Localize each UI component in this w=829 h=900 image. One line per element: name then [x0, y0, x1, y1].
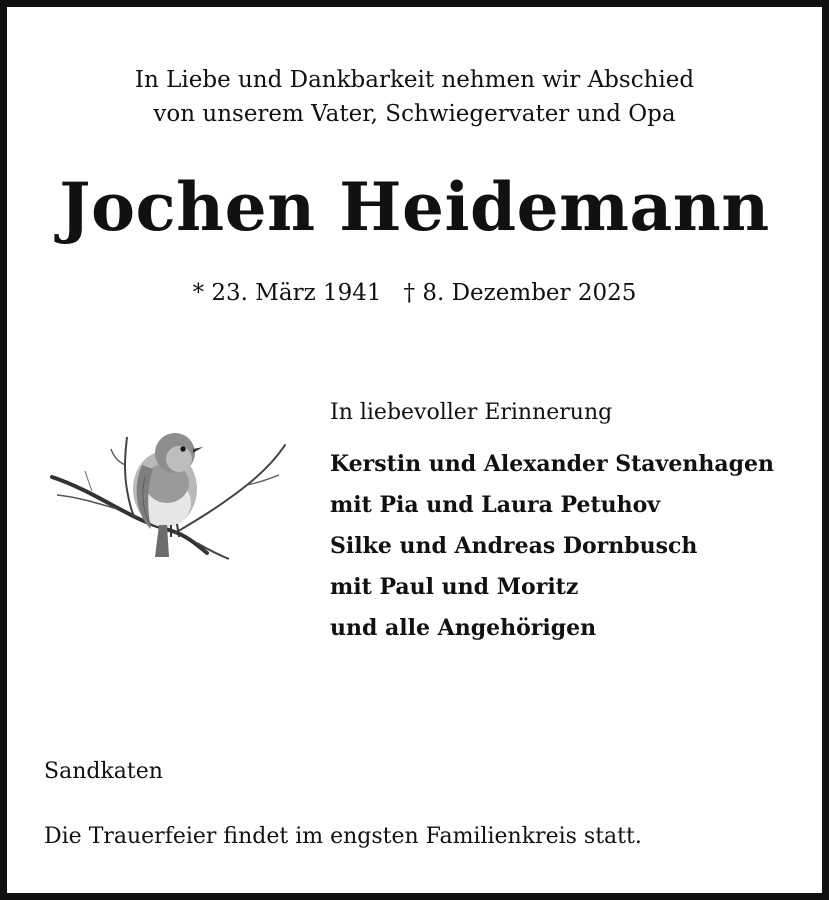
mourner-line: Silke und Andreas Dornbusch [330, 533, 698, 559]
location-text: Sandkaten [44, 759, 163, 784]
mourner-line: und alle Angehörigen [330, 615, 597, 641]
death-date: † 8. Dezember 2025 [403, 280, 637, 306]
funeral-notice: Die Trauerfeier findet im engsten Familienkreis statt. [44, 824, 642, 849]
mourner-line: mit Pia und Laura Petuhov [330, 492, 661, 518]
deceased-name: Jochen Heidemann [59, 168, 770, 246]
intro-text [7, 63, 822, 131]
remembrance-heading: In liebevoller Erinnerung [330, 400, 613, 425]
intro-line-2: von unserem Vater, Schwiegervater und Opa [153, 101, 676, 127]
intro-line-1: In Liebe und Dankbarkeit nehmen wir Abschied [134, 67, 695, 93]
mourners-list [330, 444, 774, 649]
life-dates [7, 277, 822, 309]
birth-date: * 23. März 1941 [192, 280, 382, 306]
mourner-line: mit Paul und Moritz [330, 574, 579, 600]
robin-on-branch-image [47, 425, 297, 585]
mourner-line: Kerstin und Alexander Stavenhagen [330, 451, 774, 477]
